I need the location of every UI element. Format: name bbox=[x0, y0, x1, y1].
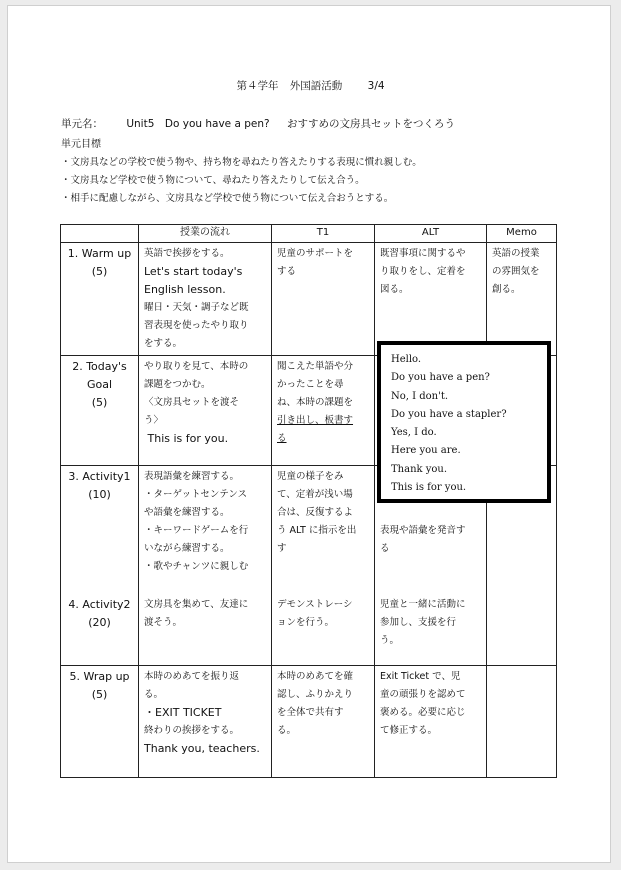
flow-line: English lesson. bbox=[144, 283, 226, 296]
alt-line: 図る。 bbox=[380, 284, 409, 295]
header-stage bbox=[61, 225, 139, 243]
flow-cell bbox=[139, 243, 272, 356]
stage-name: 2. Today's bbox=[72, 360, 127, 373]
flow-line: 渡そう。 bbox=[144, 616, 183, 628]
t1-line: する bbox=[277, 266, 297, 277]
flow-line: をする。 bbox=[144, 338, 183, 349]
alt-line: 参加し、支援を行 bbox=[380, 616, 457, 628]
flow-line: る。 bbox=[144, 689, 164, 700]
alt-line: 児童と一緒に活動に bbox=[380, 598, 466, 610]
flow-line: 曜日・天気・調子など既 bbox=[144, 302, 249, 313]
dialogue-line: This is for you. bbox=[391, 482, 467, 494]
stage-name: 1. Warm up bbox=[67, 247, 132, 260]
dialogue-line: Do you have a stapler? bbox=[391, 408, 507, 420]
header-memo: Memo bbox=[487, 225, 557, 243]
t1-line: 聞こえた単語や分 bbox=[277, 361, 354, 372]
t1-line: う ALT に指示を出 bbox=[277, 525, 357, 536]
title-lesson-number: 3/4 bbox=[367, 80, 385, 92]
t1-line: 合は、反復するよ bbox=[277, 507, 354, 518]
flow-cell bbox=[139, 356, 272, 466]
flow-line: 表現語彙を練習する。 bbox=[144, 471, 240, 482]
stage-cell bbox=[61, 243, 139, 356]
dialogue-line: Hello. bbox=[391, 354, 422, 365]
dialogue-box bbox=[377, 341, 551, 503]
t1-line: 引き出し、板書す bbox=[277, 415, 354, 426]
stage-minutes: (20) bbox=[88, 615, 111, 629]
alt-line: 童の頑張りを認めて bbox=[380, 689, 466, 700]
t1-cell bbox=[272, 243, 375, 356]
memo-line: 英語の授業 bbox=[492, 248, 540, 259]
flow-line: 文房具を集めて、友達に bbox=[144, 598, 249, 610]
t1-cell bbox=[272, 466, 375, 594]
memo-line: 創る。 bbox=[492, 284, 521, 295]
t1-line: ね、本時の課題を bbox=[277, 397, 354, 408]
stage-minutes: (5) bbox=[91, 688, 108, 701]
stage-cell bbox=[61, 666, 139, 778]
flow-line: ・歌やチャンツに親しむ bbox=[144, 561, 249, 572]
stage-minutes: (10) bbox=[88, 488, 111, 501]
dialogue-line: Yes, I do. bbox=[391, 427, 437, 439]
alt-line: る bbox=[380, 543, 390, 554]
header-flow: 授業の流れ bbox=[139, 225, 272, 243]
t1-cell bbox=[272, 356, 375, 466]
t1-line: 認し、ふりかえり bbox=[277, 689, 354, 700]
table-row bbox=[61, 243, 557, 356]
dialogue-line: Do you have a pen? bbox=[391, 372, 490, 384]
goal-item: ・文房具などの学校で使う物や、持ち物を尋ねたり答えたりする表現に慣れ親しむ。 bbox=[61, 157, 422, 168]
unit-label: 単元名： bbox=[61, 118, 103, 130]
flow-line: や語彙を練習する。 bbox=[144, 507, 230, 518]
unit-name: Unit5 Do you have a pen? bbox=[126, 118, 270, 130]
alt-cell bbox=[375, 666, 487, 778]
t1-line: 本時のめあてを確 bbox=[277, 671, 354, 682]
t1-line: かったことを尋 bbox=[277, 379, 344, 390]
flow-line: 〈文房具セットを渡そ bbox=[144, 397, 240, 408]
flow-line: ・EXIT TICKET bbox=[144, 706, 222, 719]
memo-cell bbox=[487, 666, 557, 778]
table-row bbox=[61, 594, 557, 666]
flow-line: ・キーワードゲームを行 bbox=[144, 525, 249, 536]
memo-line: の雰囲気を bbox=[492, 266, 540, 277]
goals-heading: 単元目標 bbox=[61, 139, 101, 150]
memo-cell bbox=[487, 594, 557, 666]
flow-line: う〉 bbox=[144, 415, 164, 426]
alt-line: て修正する。 bbox=[380, 725, 438, 736]
alt-cell bbox=[375, 594, 487, 666]
t1-line: て、定着が浅い場 bbox=[277, 489, 353, 500]
header-alt: ALT bbox=[375, 225, 487, 243]
title-grade: 第４学年 bbox=[236, 80, 279, 92]
stage-name: Goal bbox=[86, 378, 113, 391]
t1-line: る bbox=[277, 433, 287, 444]
title-subject: 外国語活動 bbox=[289, 80, 343, 92]
alt-line: り取りをし、定着を bbox=[380, 266, 466, 277]
flow-line: Let's start today's bbox=[144, 265, 243, 278]
stage-cell bbox=[61, 594, 139, 666]
t1-line: を全体で共有す bbox=[277, 707, 344, 718]
flow-line: 課題をつかむ。 bbox=[144, 379, 211, 390]
stage-minutes: (5) bbox=[91, 265, 108, 278]
dialogue-line: Thank you. bbox=[391, 463, 448, 475]
table-header-row bbox=[61, 225, 557, 243]
stage-name: 4. Activity2 bbox=[68, 597, 131, 611]
flow-cell bbox=[139, 466, 272, 594]
alt-line: Exit Ticket で、児 bbox=[380, 671, 461, 682]
t1-line: 児童のサポートを bbox=[277, 248, 354, 259]
flow-cell bbox=[139, 666, 272, 778]
unit-theme: おすすめの文房具セットをつくろう bbox=[286, 118, 456, 130]
alt-cell bbox=[375, 243, 487, 356]
memo-cell bbox=[487, 243, 557, 356]
flow-line: 本時のめあてを振り返 bbox=[144, 671, 240, 682]
header-t1: T1 bbox=[272, 225, 375, 243]
t1-line: デモンストレーシ bbox=[277, 598, 353, 610]
flow-line: 英語で挨拶をする。 bbox=[144, 248, 230, 259]
t1-cell bbox=[272, 666, 375, 778]
flow-line: This is for you. bbox=[144, 432, 229, 445]
alt-line: 褒める。必要に応じ bbox=[380, 707, 466, 718]
document-title bbox=[0, 78, 621, 93]
alt-line: 表現や語彙を発音す bbox=[380, 525, 466, 536]
stage-name: 3. Activity1 bbox=[68, 470, 131, 483]
table-row bbox=[61, 666, 557, 778]
t1-line: る。 bbox=[277, 725, 297, 736]
t1-cell bbox=[272, 594, 375, 666]
flow-line: ・ターゲットセンテンス bbox=[144, 489, 248, 500]
dialogue-line: Here you are. bbox=[391, 445, 461, 457]
t1-line: す bbox=[277, 543, 287, 554]
goal-item: ・文房具など学校で使う物について、尋ねたり答えたりして伝え合う。 bbox=[61, 175, 365, 186]
flow-line: 終わりの挨拶をする。 bbox=[144, 725, 240, 736]
stage-cell bbox=[61, 466, 139, 594]
t1-line: ョンを行う。 bbox=[277, 616, 335, 628]
unit-line bbox=[61, 116, 455, 131]
stage-name: 5. Wrap up bbox=[69, 670, 130, 683]
goal-item: ・相手に配慮しながら、文房具など学校で使う物について伝え合おうとする。 bbox=[61, 193, 394, 204]
alt-line: 既習事項に関するや bbox=[380, 248, 466, 259]
flow-line: 習表現を使ったやり取り bbox=[144, 320, 249, 331]
flow-line: いながら練習する。 bbox=[144, 543, 230, 554]
stage-cell bbox=[61, 356, 139, 466]
flow-line: Thank you, teachers. bbox=[144, 742, 260, 755]
t1-line: 児童の様子をみ bbox=[277, 471, 344, 482]
stage-minutes: (5) bbox=[91, 396, 108, 409]
dialogue-line: No, I don't. bbox=[391, 390, 449, 402]
flow-line: やり取りを見て、本時の bbox=[144, 361, 249, 372]
flow-cell bbox=[139, 594, 272, 666]
alt-line: う。 bbox=[380, 634, 400, 646]
